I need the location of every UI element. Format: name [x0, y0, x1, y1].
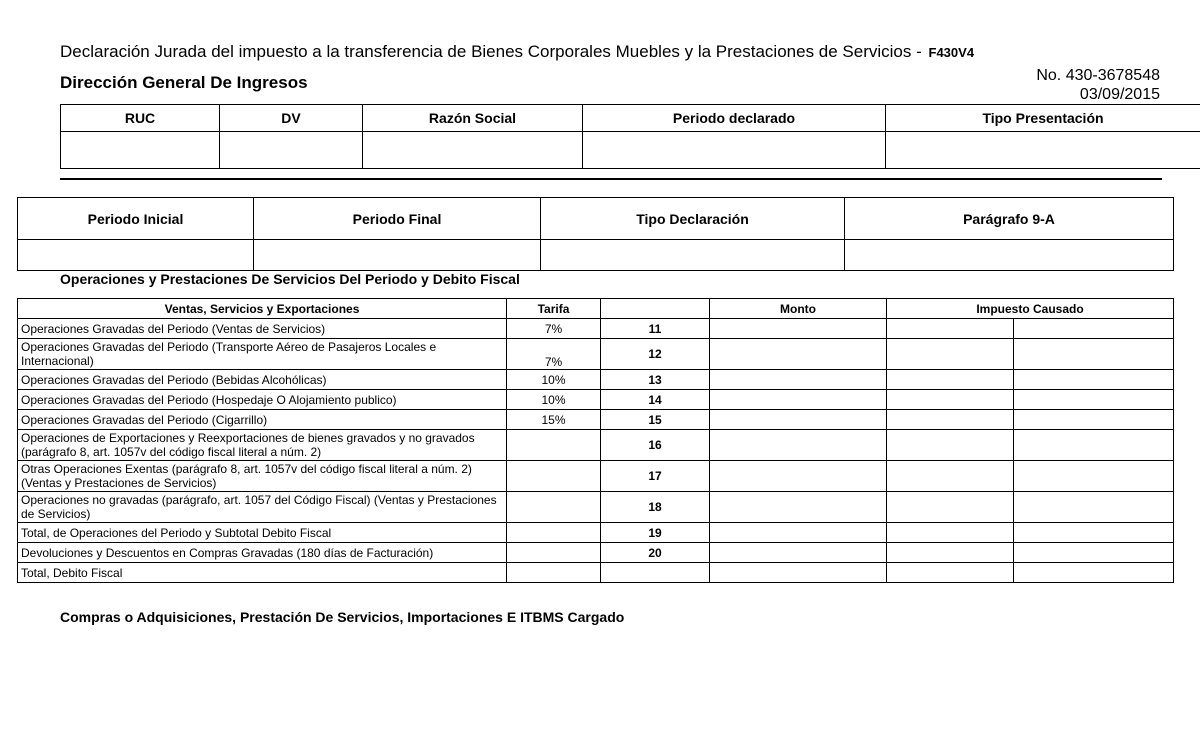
header-line-number [601, 299, 710, 319]
tax-field[interactable] [887, 390, 1014, 410]
row-rate [507, 430, 601, 461]
table-row [18, 410, 1174, 430]
row-rate: 7% [507, 339, 601, 370]
razon-social-field[interactable] [363, 132, 583, 169]
document-number: No. 430-3678548 [1036, 67, 1160, 84]
row-description: Operaciones no gravadas (parágrafo, art. 1057 del Código Fiscal) (Ventas y Prestaciones de Servicios) [18, 492, 507, 523]
periodo-inicial-field[interactable] [18, 240, 254, 271]
table-row [18, 492, 1174, 523]
row-rate [507, 492, 601, 523]
amount-field[interactable] [710, 492, 887, 523]
table-row [18, 339, 1174, 370]
tax-field[interactable] [887, 543, 1014, 563]
header-periodo-final: Periodo Final [254, 198, 541, 240]
row-rate: 10% [507, 370, 601, 390]
document-date: 03/09/2015 [1079, 86, 1160, 103]
period-table [17, 197, 1174, 271]
amount-field[interactable] [710, 390, 887, 410]
table-row [18, 523, 1174, 543]
tax-field-extra[interactable] [1014, 492, 1174, 523]
operations-table [17, 298, 1174, 583]
row-line-number: 11 [601, 319, 710, 339]
row-line-number: 13 [601, 370, 710, 390]
tax-field-extra[interactable] [1014, 319, 1174, 339]
row-line-number: 19 [601, 523, 710, 543]
ruc-field[interactable] [61, 132, 220, 169]
purchases-section-title: Compras o Adquisiciones, Prestación De Servicios, Importaciones E ITBMS Cargado [60, 609, 625, 625]
table-row [18, 319, 1174, 339]
row-rate [507, 563, 601, 583]
row-rate [507, 543, 601, 563]
row-description: Operaciones de Exportaciones y Reexportaciones de bienes gravados y no gravados (parágrafo 8, art. 1057v del código fiscal literal a núm. 2) [18, 430, 507, 461]
taxpayer-table [60, 104, 1200, 169]
header-monto: Monto [710, 299, 887, 319]
period-header-row [18, 198, 1174, 240]
row-description: Operaciones Gravadas del Periodo (Hospedaje O Alojamiento publico) [18, 390, 507, 410]
row-description: Operaciones Gravadas del Periodo (Transporte Aéreo de Pasajeros Locales e Internacional) [18, 339, 507, 370]
agency-name: Dirección General De Ingresos [60, 73, 308, 92]
table-row [18, 563, 1174, 583]
table-row [18, 430, 1174, 461]
taxpayer-header-row [61, 105, 1200, 132]
amount-field[interactable] [710, 370, 887, 390]
tax-field[interactable] [887, 319, 1014, 339]
operations-section-title: Operaciones y Prestaciones De Servicios Del Periodo y Debito Fiscal [60, 271, 520, 287]
tax-field-extra[interactable] [1014, 410, 1174, 430]
table-row [18, 461, 1174, 492]
header-ventas-servicios: Ventas, Servicios y Exportaciones [18, 299, 507, 319]
amount-field[interactable] [710, 543, 887, 563]
form-title [60, 42, 974, 62]
amount-field[interactable] [710, 563, 887, 583]
tax-field[interactable] [887, 523, 1014, 543]
operations-header-row [18, 299, 1174, 319]
table-row [18, 390, 1174, 410]
dv-field[interactable] [220, 132, 363, 169]
row-line-number: 14 [601, 390, 710, 410]
header-tipo-declaracion: Tipo Declaración [541, 198, 845, 240]
row-description: Operaciones Gravadas del Periodo (Ventas de Servicios) [18, 319, 507, 339]
row-rate: 15% [507, 410, 601, 430]
amount-field[interactable] [710, 461, 887, 492]
amount-field[interactable] [710, 410, 887, 430]
row-line-number: 18 [601, 492, 710, 523]
tax-field-extra[interactable] [1014, 543, 1174, 563]
row-description: Total, Debito Fiscal [18, 563, 507, 583]
row-description: Total, de Operaciones del Periodo y Subtotal Debito Fiscal [18, 523, 507, 543]
tax-field-extra[interactable] [1014, 339, 1174, 370]
tax-field-extra[interactable] [1014, 430, 1174, 461]
header-ruc: RUC [61, 105, 220, 132]
paragrafo-9a-field[interactable] [845, 240, 1174, 271]
form-code: F430V4 [928, 45, 975, 60]
row-line-number: 15 [601, 410, 710, 430]
divider-line [60, 178, 1162, 180]
table-row [18, 543, 1174, 563]
amount-field[interactable] [710, 319, 887, 339]
tax-field[interactable] [887, 563, 1014, 583]
tax-field[interactable] [887, 430, 1014, 461]
form-title-text: Declaración Jurada del impuesto a la transferencia de Bienes Corporales Muebles y la Prestaciones de Servicios - [60, 42, 922, 61]
tax-field[interactable] [887, 461, 1014, 492]
header-paragrafo-9a: Parágrafo 9-A [845, 198, 1174, 240]
header-periodo-inicial: Periodo Inicial [18, 198, 254, 240]
tax-field[interactable] [887, 492, 1014, 523]
tax-field-extra[interactable] [1014, 461, 1174, 492]
row-rate [507, 461, 601, 492]
tax-field[interactable] [887, 339, 1014, 370]
amount-field[interactable] [710, 430, 887, 461]
amount-field[interactable] [710, 339, 887, 370]
row-description: Devoluciones y Descuentos en Compras Gravadas (180 días de Facturación) [18, 543, 507, 563]
row-description: Operaciones Gravadas del Periodo (Cigarrillo) [18, 410, 507, 430]
header-tipo-presentacion: Tipo Presentación [886, 105, 1200, 132]
document-number-block [1036, 66, 1160, 104]
tipo-presentacion-field[interactable] [886, 132, 1200, 169]
tipo-declaracion-field[interactable] [541, 240, 845, 271]
tax-field-extra[interactable] [1014, 523, 1174, 543]
periodo-final-field[interactable] [254, 240, 541, 271]
row-line-number: 17 [601, 461, 710, 492]
period-value-row [18, 240, 1174, 271]
row-line-number: 12 [601, 339, 710, 370]
row-description: Operaciones Gravadas del Periodo (Bebidas Alcohólicas) [18, 370, 507, 390]
header-impuesto-causado: Impuesto Causado [887, 299, 1174, 319]
periodo-declarado-field[interactable] [583, 132, 886, 169]
row-rate: 10% [507, 390, 601, 410]
header-periodo-declarado: Periodo declarado [583, 105, 886, 132]
row-line-number [601, 563, 710, 583]
row-rate [507, 523, 601, 543]
taxpayer-value-row [61, 132, 1200, 169]
header-dv: DV [220, 105, 363, 132]
tax-field[interactable] [887, 410, 1014, 430]
amount-field[interactable] [710, 523, 887, 543]
tax-field[interactable] [887, 370, 1014, 390]
tax-field-extra[interactable] [1014, 370, 1174, 390]
header-razon-social: Razón Social [363, 105, 583, 132]
header-tarifa: Tarifa [507, 299, 601, 319]
row-line-number: 20 [601, 543, 710, 563]
row-description: Otras Operaciones Exentas (parágrafo 8, art. 1057v del código fiscal literal a núm. 2) (Ventas y Prestaciones de Servicios) [18, 461, 507, 492]
row-line-number: 16 [601, 430, 710, 461]
tax-field-extra[interactable] [1014, 390, 1174, 410]
table-row [18, 370, 1174, 390]
row-rate: 7% [507, 319, 601, 339]
tax-field-extra[interactable] [1014, 563, 1174, 583]
